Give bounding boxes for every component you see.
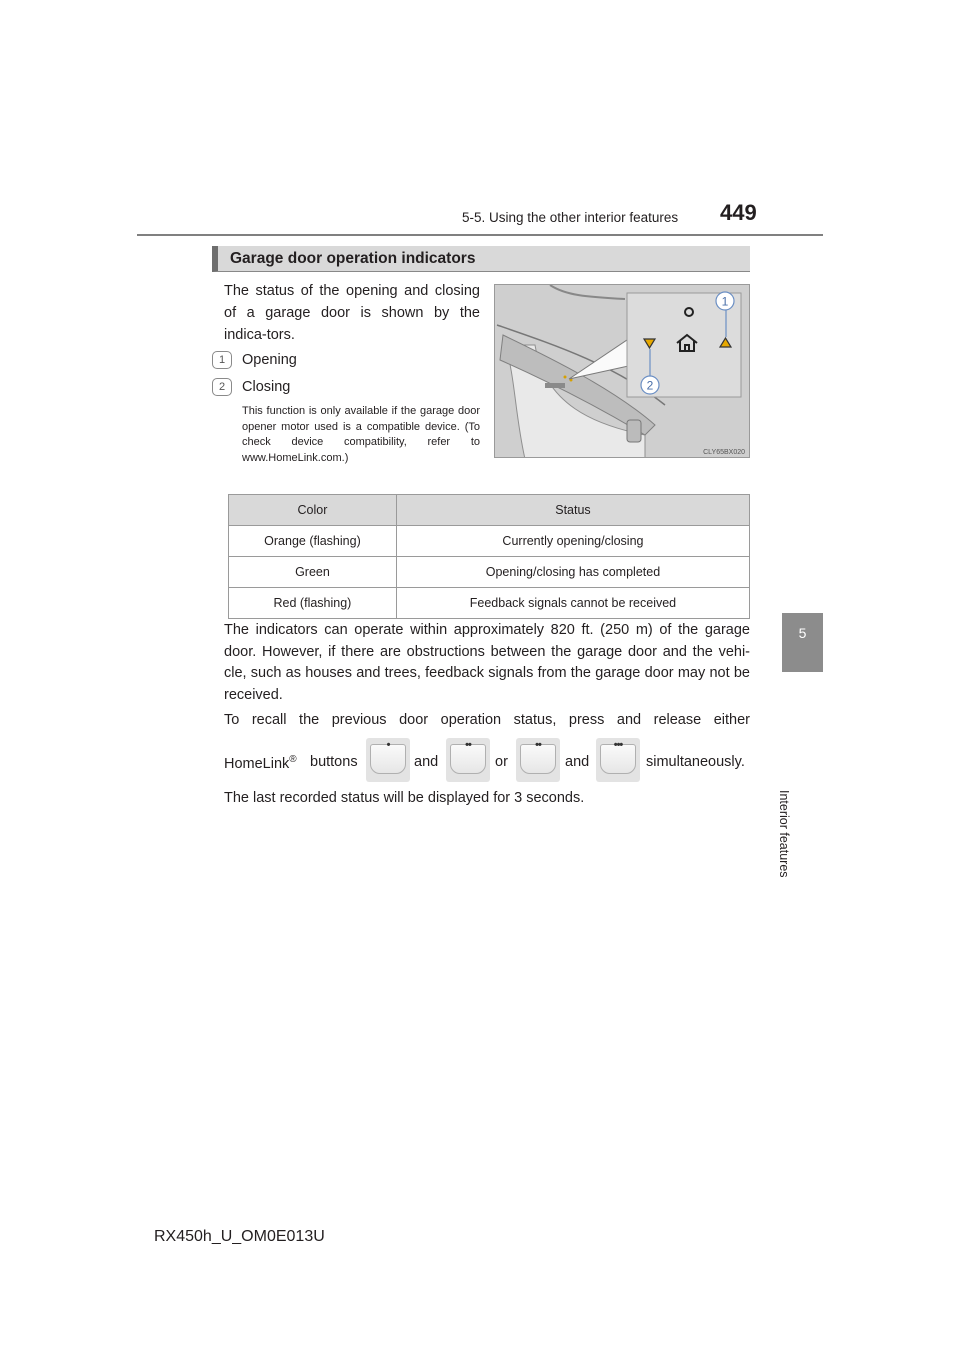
indicator-lights: [495, 285, 750, 458]
homelink-text: HomeLink®: [224, 754, 297, 772]
homelink-button-3-icon: •••: [596, 738, 640, 782]
indicator-illustration: [494, 284, 750, 458]
header-rule: [137, 234, 823, 236]
figure-code: CLY65BX020: [703, 449, 745, 456]
table-cell: Feedback signals cannot be received: [396, 588, 749, 619]
table-cell: Red (flashing): [229, 588, 397, 619]
item-number-badge: 2: [212, 378, 232, 396]
chapter-number: 5: [798, 625, 807, 641]
and-word: and: [565, 754, 590, 770]
compatibility-note: This function is only available if the garage door opener motor used is a compatible device. (To check device compatibility, refer to www.HomeLink.com.): [242, 405, 480, 464]
column-header-status: Status: [396, 495, 749, 526]
simultaneously-word: simultaneously.: [646, 754, 745, 770]
table-header-row: [229, 495, 750, 526]
recall-buttons-line: [224, 738, 750, 784]
section-header: 5-5. Using the other interior features: [462, 210, 679, 225]
page-number: 449: [720, 200, 757, 225]
callout-2: 2: [646, 378, 654, 393]
item-label: Closing: [242, 379, 291, 395]
table-row: [229, 526, 750, 557]
table-cell: Orange (flashing): [229, 526, 397, 557]
section-title-bar: [212, 246, 750, 272]
table-cell: Green: [229, 557, 397, 588]
opening-arrow-icon: [720, 338, 731, 347]
home-icon: [677, 335, 697, 351]
column-header-color: Color: [229, 495, 397, 526]
table-cell: Opening/closing has completed: [396, 557, 749, 588]
table-row: [229, 557, 750, 588]
indicator-status-table: [228, 494, 750, 619]
indicator-light-icon: [685, 308, 693, 316]
range-paragraph: The indicators can operate within approximately 820 ft. (250 m) of the garage door. However, if there are obstructions between the garage door and the vehi-cle, such as houses and trees, feedback signals from the garage door may not be received.: [224, 622, 750, 703]
or-word: or: [495, 754, 508, 770]
homelink-button-2-icon: ••: [446, 738, 490, 782]
homelink-button-1-icon: •: [366, 738, 410, 782]
and-word: and: [414, 754, 439, 770]
callout-1: 1: [721, 294, 729, 309]
registered-mark: ®: [289, 754, 297, 765]
display-duration-paragraph: The last recorded status will be displayed for 3 seconds.: [224, 790, 585, 806]
model-code-footer: RX450h_U_OM0E013U: [154, 1228, 325, 1245]
closing-arrow-icon: [644, 339, 655, 348]
recall-paragraph: To recall the previous door operation status, press and release either: [224, 712, 750, 728]
table-row: [229, 588, 750, 619]
item-number-badge: 1: [212, 351, 232, 369]
chapter-label: Interior features: [777, 790, 791, 878]
buttons-word: buttons: [310, 754, 358, 770]
intro-text: The status of the opening and closing of a garage door is shown by the indica-tors.: [224, 283, 480, 343]
homelink-button-2-icon: ••: [516, 738, 560, 782]
table-cell: Currently opening/closing: [396, 526, 749, 557]
item-label: Opening: [242, 352, 297, 368]
chapter-tab: [782, 613, 823, 672]
section-title: Garage door operation indicators: [230, 250, 476, 267]
